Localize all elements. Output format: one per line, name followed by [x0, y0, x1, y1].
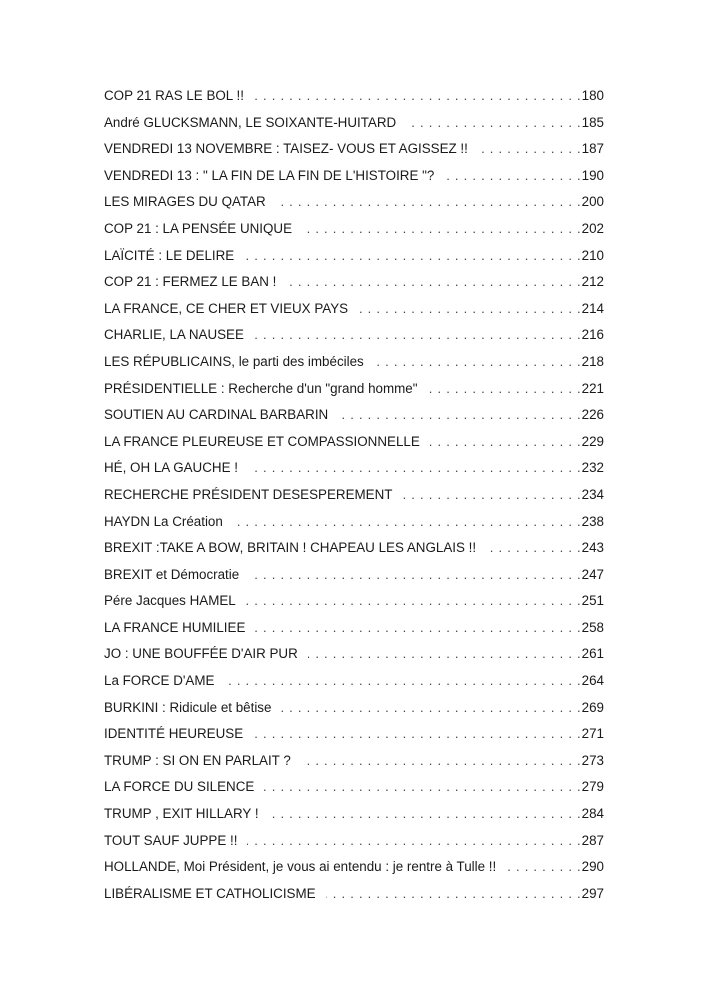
toc-dot-leader: [253, 724, 581, 744]
toc-entry-page: 214: [581, 300, 604, 316]
toc-entry-page: 190: [581, 167, 604, 183]
toc-entry-title: BURKINI : Ridicule et bêtise: [104, 699, 272, 715]
toc-entry: [104, 325, 604, 352]
toc-entry-title: LAÏCITÉ : LE DELIRE: [104, 247, 235, 263]
toc-dot-leader: [302, 219, 581, 239]
toc-entry: [104, 804, 604, 831]
toc-entry-title: LA FORCE DU SILENCE: [104, 779, 255, 795]
toc-entry: [104, 219, 604, 246]
toc-entry-page: 234: [581, 486, 604, 502]
toc-entry-title: LES MIRAGES DU QATAR: [104, 194, 266, 210]
toc-entry: [104, 724, 604, 751]
toc-dot-leader: [406, 113, 580, 133]
toc-entry: [104, 139, 604, 166]
toc-entry-title: VENDREDI 13 NOVEMBRE : TAISEZ- VOUS ET AGISSEZ !!: [104, 141, 468, 157]
toc-entry-title: La FORCE D'AME: [104, 673, 215, 689]
toc-entry-page: 187: [581, 141, 604, 157]
toc-entry-page: 264: [581, 673, 604, 689]
toc-entry-page: 243: [581, 540, 604, 556]
toc-dot-leader: [478, 139, 581, 159]
toc-entry: [104, 485, 604, 512]
toc-dot-leader: [249, 565, 580, 585]
toc-dot-leader: [246, 591, 581, 611]
toc-dot-leader: [244, 246, 580, 266]
toc-entry-page: 185: [581, 114, 604, 130]
toc-entry: [104, 379, 604, 406]
toc-dot-leader: [444, 166, 580, 186]
toc-entry: [104, 777, 604, 804]
toc-dot-leader: [254, 325, 581, 345]
toc-dot-leader: [264, 777, 580, 797]
toc-dot-leader: [269, 804, 581, 824]
toc-entry: [104, 246, 604, 273]
toc-entry: [104, 884, 604, 911]
toc-entry-page: 226: [581, 407, 604, 423]
toc-dot-leader: [233, 512, 581, 532]
toc-entry-page: 212: [581, 274, 604, 290]
toc-dot-leader: [276, 192, 581, 212]
toc-entry-page: 258: [581, 619, 604, 635]
toc-entry: [104, 458, 604, 485]
toc-entry-page: 279: [581, 779, 604, 795]
toc-entry: [104, 405, 604, 432]
toc-dot-leader: [254, 86, 581, 106]
toc-entry: [104, 113, 604, 140]
toc-entry-page: 218: [581, 353, 604, 369]
toc-dot-leader: [248, 458, 581, 478]
toc-entry: [104, 192, 604, 219]
toc-entry-title: COP 21 RAS LE BOL !!: [104, 88, 244, 103]
toc-entry-title: André GLUCKSMANN, LE SOIXANTE-HUITARD: [104, 114, 397, 130]
toc-entry-title: TRUMP : SI ON EN PARLAIT ?: [104, 752, 291, 768]
toc-dot-leader: [428, 379, 581, 399]
toc-entry-title: RECHERCHE PRÉSIDENT DESESPEREMENT: [104, 486, 393, 502]
toc-entry-page: 232: [581, 460, 604, 476]
toc-entry-page: 200: [581, 194, 604, 210]
toc-entry-title: JO : UNE BOUFFÉE D'AIR PUR: [104, 646, 298, 662]
toc-dot-leader: [358, 299, 581, 319]
toc-dot-leader: [247, 831, 580, 851]
toc-entry-title: VENDREDI 13 : " LA FIN DE LA FIN DE L'HISTOIRE "?: [104, 167, 435, 183]
toc-entry: [104, 512, 604, 539]
toc-entry-page: 284: [581, 806, 604, 822]
toc-entry-title: LA FRANCE PLEUREUSE ET COMPASSIONNELLE: [104, 433, 420, 449]
toc-entry-title: LIBÉRALISME ET CATHOLICISME: [104, 885, 316, 901]
toc-entry: [104, 272, 604, 299]
toc-dot-leader: [326, 884, 581, 904]
toc-entry-title: LES RÉPUBLICAINS, le parti des imbéciles: [104, 353, 364, 369]
toc-entry-page: 180: [581, 88, 604, 103]
toc-dot-leader: [402, 485, 580, 505]
toc-entry: [104, 299, 604, 326]
toc-entry-title: PRÉSIDENTIELLE : Recherche d'un "grand homme": [104, 380, 418, 396]
toc-entry-title: TOUT SAUF JUPPE !!: [104, 832, 238, 848]
toc-dot-leader: [224, 671, 580, 691]
toc-entry-title: COP 21 : LA PENSÉE UNIQUE: [104, 220, 293, 236]
toc-dot-leader: [301, 751, 581, 771]
toc-dot-leader: [281, 698, 580, 718]
toc-entry: [104, 618, 604, 645]
toc-entry: [104, 857, 604, 884]
toc-dot-leader: [486, 538, 581, 558]
toc-entry-page: 251: [581, 593, 604, 609]
toc-entry-title: Pére Jacques HAMEL: [104, 593, 236, 609]
toc-entry-title: IDENTITÉ HEUREUSE: [104, 726, 244, 742]
toc-entry-title: LA FRANCE HUMILIEE: [104, 619, 246, 635]
toc-entry-title: BREXIT et Démocratie: [104, 566, 240, 582]
toc-entry: [104, 591, 604, 618]
toc-entry: [104, 831, 604, 858]
toc-entry-page: 210: [581, 247, 604, 263]
toc-entry: [104, 671, 604, 698]
toc-dot-leader: [374, 352, 581, 372]
toc-entry: [104, 166, 604, 193]
toc-dot-leader: [430, 432, 581, 452]
toc-entry: [104, 644, 604, 671]
toc-dot-leader: [506, 857, 580, 877]
toc-entry: [104, 751, 604, 778]
toc-entry-page: 247: [581, 566, 604, 582]
toc-entry-page: 238: [581, 513, 604, 529]
toc-entry-page: 287: [581, 832, 604, 848]
toc-dot-leader: [255, 618, 580, 638]
toc-entry-page: 202: [581, 220, 604, 236]
toc-entry-title: HOLLANDE, Moi Président, je vous ai entendu : je rentre à Tulle !!: [104, 859, 497, 875]
toc-entry-page: 271: [581, 726, 604, 742]
toc-entry: [104, 538, 604, 565]
toc-entry-page: 297: [581, 885, 604, 901]
toc-dot-leader: [308, 644, 581, 664]
toc-entry: [104, 352, 604, 379]
toc-entry: [104, 86, 604, 113]
toc-entry: [104, 432, 604, 459]
toc-entry-page: 216: [581, 327, 604, 343]
toc-entry-title: HÉ, OH LA GAUCHE !: [104, 460, 238, 476]
toc-dot-leader: [286, 272, 580, 292]
toc-entry: [104, 565, 604, 592]
toc-entry-title: CHARLIE, LA NAUSEE: [104, 327, 244, 343]
toc-entry-page: 290: [581, 859, 604, 875]
toc-entry: [104, 698, 604, 725]
toc-entry-title: COP 21 : FERMEZ LE BAN !: [104, 274, 277, 290]
toc-entry-title: LA FRANCE, CE CHER ET VIEUX PAYS: [104, 300, 349, 316]
toc-entry-title: HAYDN La Création: [104, 513, 223, 529]
toc-entry-title: TRUMP , EXIT HILLARY !: [104, 806, 259, 822]
toc-entry-page: 229: [581, 433, 604, 449]
toc-entry-page: 273: [581, 752, 604, 768]
toc-entry-page: 261: [581, 646, 604, 662]
toc-entry-page: 221: [581, 380, 604, 396]
toc-dot-leader: [338, 405, 580, 425]
toc-entry-page: 269: [581, 699, 604, 715]
toc-entry-title: SOUTIEN AU CARDINAL BARBARIN: [104, 407, 329, 423]
table-of-contents: [104, 86, 604, 910]
toc-entry-title: BREXIT :TAKE A BOW, BRITAIN ! CHAPEAU LES ANGLAIS !!: [104, 540, 477, 556]
